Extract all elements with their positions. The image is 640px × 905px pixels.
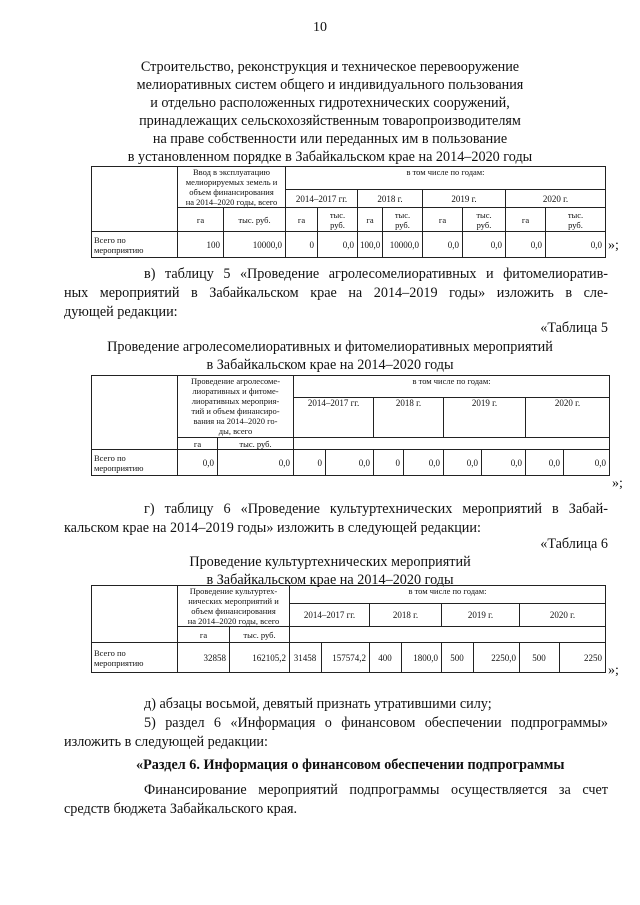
- table-cultural-technical: [91, 585, 606, 673]
- value-cell: 0,0: [178, 450, 218, 476]
- value-cell: 500: [520, 643, 560, 673]
- heading-melioration-systems: [60, 58, 600, 166]
- heading-line: в Забайкальском крае на 2014–2020 годы: [206, 572, 454, 588]
- heading-line: на праве собственности или переданных им в пользование: [152, 131, 508, 147]
- col-header-by-years: в том числе по годам:: [294, 376, 610, 398]
- unit-ha: га: [286, 208, 318, 232]
- corner-cell: [92, 376, 178, 450]
- table-row: [92, 643, 606, 673]
- heading-line: и отдельно расположенных гидротехнических сооружений,: [150, 95, 510, 111]
- value-cell: 0,0: [564, 450, 610, 476]
- paragraph-g: г) таблицу 6 «Проведение культуртехнических мероприятий в Забай- кальском крае на 2014–2019 годы» изложить в следующей редакции:: [64, 501, 608, 536]
- year-header: 2019 г.: [444, 398, 526, 438]
- unit-rub: тыс. руб.: [318, 208, 358, 232]
- col-header-total: Проведение агролесоме- лиоративных и фитоме- лиоративных мероприя- тий и объем финансиро- вания на 2014–2020 го- ды, всего: [178, 376, 294, 438]
- table-5-label: «Таблица 5: [540, 320, 608, 336]
- col-header-by-years: в том числе по годам:: [290, 586, 606, 604]
- col-header-by-years: в том числе по годам:: [286, 167, 606, 190]
- value-cell: 2250,0: [474, 643, 520, 673]
- value-cell: 0,0: [526, 450, 564, 476]
- unit-rub: тыс. руб.: [383, 208, 423, 232]
- value-cell: 32858: [178, 643, 230, 673]
- year-header: 2018 г.: [358, 190, 423, 208]
- row-label: Всего по мероприятию: [92, 450, 178, 476]
- heading-line: Проведение культуртехнических мероприятий: [189, 554, 471, 570]
- paragraph-5: 5) раздел 6 «Информация о финансовом обеспечении подпрограммы» изложить в следующей редакции:: [64, 715, 608, 750]
- spacer-cell: [290, 627, 606, 643]
- unit-rub: тыс. руб.: [218, 438, 294, 450]
- value-cell: 1800,0: [402, 643, 442, 673]
- table-agroforest: [91, 375, 610, 476]
- corner-cell: [92, 586, 178, 643]
- heading-line: в Забайкальском крае на 2014–2020 годы: [206, 357, 454, 373]
- year-header: 2019 г.: [442, 604, 520, 627]
- col-header-total: Проведение культуртех- нических мероприятий и объем финансирования на 2014–2020 годы, всего: [178, 586, 290, 627]
- table-melioration-systems: [91, 166, 606, 258]
- table-closing-quote: »;: [608, 238, 619, 253]
- heading-line: Строительство, реконструкция и техническое перевооружение: [140, 59, 520, 75]
- value-cell: 100: [178, 232, 224, 258]
- value-cell: 0,0: [423, 232, 463, 258]
- year-header: 2019 г.: [423, 190, 506, 208]
- unit-ha: га: [358, 208, 383, 232]
- value-cell: 157574,2: [322, 643, 370, 673]
- value-cell: 0,0: [318, 232, 358, 258]
- value-cell: 10000,0: [224, 232, 286, 258]
- year-header: 2014–2017 гг.: [290, 604, 370, 627]
- value-cell: 10000,0: [383, 232, 423, 258]
- value-cell: 2250: [560, 643, 606, 673]
- page-number: 10: [313, 20, 327, 35]
- unit-ha: га: [178, 627, 230, 643]
- value-cell: 0,0: [482, 450, 526, 476]
- value-cell: 0,0: [463, 232, 506, 258]
- value-cell: 0,0: [218, 450, 294, 476]
- table-6-label: «Таблица 6: [540, 536, 608, 552]
- heading-line: Проведение агролесомелиоративных и фитомелиоративных мероприятий: [107, 339, 553, 355]
- value-cell: 100,0: [358, 232, 383, 258]
- paragraph-v: в) таблицу 5 «Проведение агролесомелиоративных и фитомелиоратив- ных мероприятий в Забайкальском крае на 2014–2019 годы» изложить в сле- дующей редакции:: [64, 266, 608, 320]
- value-cell: 0,0: [326, 450, 374, 476]
- unit-ha: га: [506, 208, 546, 232]
- value-cell: 0,0: [506, 232, 546, 258]
- table-closing-quote: »;: [612, 476, 623, 491]
- table-row: [92, 232, 606, 258]
- value-cell: 0,0: [444, 450, 482, 476]
- unit-ha: га: [423, 208, 463, 232]
- year-header: 2018 г.: [374, 398, 444, 438]
- paragraph-d: д) абзацы восьмой, девятый признать утратившими силу;: [144, 696, 492, 712]
- value-cell: 31458: [290, 643, 322, 673]
- value-cell: 0: [294, 450, 326, 476]
- corner-cell: [92, 167, 178, 232]
- year-header: 2018 г.: [370, 604, 442, 627]
- year-header: 2020 г.: [520, 604, 606, 627]
- spacer-cell: [294, 438, 610, 450]
- section-6-title: «Раздел 6. Информация о финансовом обеспечении подпрограммы: [136, 757, 565, 773]
- heading-line: мелиоративных систем общего и индивидуального пользования: [136, 77, 524, 93]
- row-label: Всего по мероприятию: [92, 643, 178, 673]
- year-header: 2014–2017 гг.: [294, 398, 374, 438]
- value-cell: 0: [374, 450, 404, 476]
- row-label: Всего по мероприятию: [92, 232, 178, 258]
- heading-agroforest: [60, 338, 600, 374]
- unit-rub: тыс. руб.: [546, 208, 606, 232]
- year-header: 2020 г.: [526, 398, 610, 438]
- year-header: 2020 г.: [506, 190, 606, 208]
- value-cell: 0,0: [546, 232, 606, 258]
- unit-rub: тыс. руб.: [230, 627, 290, 643]
- value-cell: 500: [442, 643, 474, 673]
- value-cell: 162105,2: [230, 643, 290, 673]
- paragraph-financing: Финансирование мероприятий подпрограммы осуществляется за счет средств бюджета Забайкальского края.: [64, 782, 608, 817]
- heading-cultural-technical: [60, 553, 600, 589]
- value-cell: 0,0: [404, 450, 444, 476]
- table-row: [92, 450, 610, 476]
- unit-rub: тыс. руб.: [463, 208, 506, 232]
- heading-line: принадлежащих сельскохозяйственным товаропроизводителям: [139, 113, 521, 129]
- col-header-total: Ввод в эксплуатацию мелиорируемых земель и объем финансирования на 2014–2020 годы, всего: [178, 167, 286, 208]
- year-header: 2014–2017 гг.: [286, 190, 358, 208]
- table-closing-quote: »;: [608, 663, 619, 678]
- unit-ha: га: [178, 438, 218, 450]
- unit-ha: га: [178, 208, 224, 232]
- value-cell: 0: [286, 232, 318, 258]
- unit-rub: тыс. руб.: [224, 208, 286, 232]
- heading-line: в установленном порядке в Забайкальском крае на 2014–2020 годы: [127, 149, 533, 165]
- value-cell: 400: [370, 643, 402, 673]
